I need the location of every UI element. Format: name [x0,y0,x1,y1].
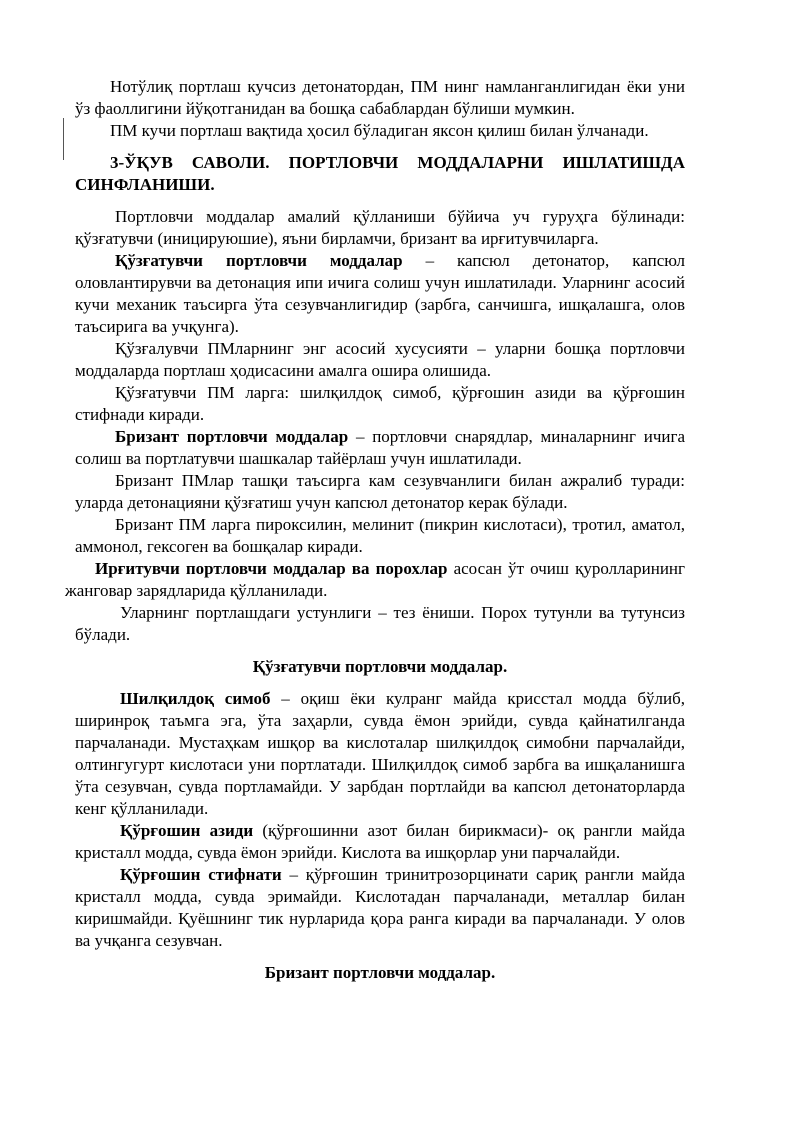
paragraph [75,688,685,820]
paragraph [75,426,685,470]
bold-term: Ирғитувчи портловчи моддалар ва порохлар [95,559,448,578]
bold-term: Шилқилдоқ симоб [120,689,271,708]
paragraph-text: – қўрғошин тринитрозорцинати сариқ рангли майда кристалл модда, сувда эримайди. Кислотадан парчаланади, металлар билан киришмайди. Қуёшнинг тик нурларида қора ранга киради ва парчаланади. У олов ва учқанга сезувчан. [75,865,685,950]
section-heading: 3-ЎҚУВ САВОЛИ. ПОРТЛОВЧИ МОДДАЛАРНИ ИШЛАТИШДА СИНФЛАНИШИ. [75,153,685,194]
paragraph: Қўзғалувчи ПМларнинг энг асосий хусусияти – уларни бошқа портловчи моддаларда портлаш ҳодисасини амалга ошира олишида. [75,339,685,380]
paragraph [75,250,685,338]
bold-term: Қўрғошин азиди [120,821,254,840]
subheading: Қўзғатувчи портловчи моддалар. [252,657,508,676]
paragraph [75,864,685,952]
paragraph [65,558,685,602]
paragraph: Қўзғатувчи ПМ ларга: шилқилдоқ симоб, қўрғошин азиди ва қўрғошин стифнади киради. [75,383,685,424]
paragraph: Нотўлиқ портлаш кучсиз детонатордан, ПМ нинг намланганлигидан ёки уни ўз фаоллигини йўқотганидан ва бошқа сабаблардан бўлиши мумкин. [75,77,685,118]
paragraph-text: – капсюл детонатор, капсюл оловлантирувчи ва детонация ипи ичига солиш учун ишлатилади. Уларнинг асосий кучи механик таъсирга ўта сезувчанлигидир (зарбга, санчишга, ишқалашга, олов таъсирига ва учқунга). [75,251,685,336]
paragraph-text: – портловчи снарядлар, миналарнинг ичига солиш ва портлатувчи шашкалар тайёрлаш учун ишлатилади. [75,427,686,468]
paragraph: Уларнинг портлашдаги устунлиги – тез ёниши. Порох тутунли ва тутунсиз бўлади. [75,603,685,644]
paragraph [75,820,685,864]
bold-term: Қўзғатувчи портловчи моддалар [115,251,403,270]
paragraph: Бризант ПМлар ташқи таъсирга кам сезувчанлиги билан ажралиб туради: уларда детонацияни қўзғатиш учун капсюл детонатор керак бўлади. [75,471,685,512]
paragraph: Портловчи моддалар амалий қўлланиши бўйича уч гуруҳга бўлинади: қўзғатувчи (иницируюшие), яъни бирламчи, бризант ва ирғитувчиларга. [75,207,685,248]
change-bar [63,118,64,160]
document-body [65,76,686,984]
paragraph-text: – оқиш ёки кулранг майда крисстал модда бўлиб, ширинроқ таъмга эга, ўта заҳарли, сувда ёмон эрийди, сувда қайнатилганда парчаланади. Мустаҳкам ишқор ва кислоталар шилқилдоқ симобни парчалайди, олтингугурт кислотаси уни портлатади. Шилқилдоқ симоб зарбга ва ишқаланишга ўта сезувчан, сувда портламайди. У зарбдан портлайди ва капсюл детонаторларда кенг қўлланилади. [75,689,685,818]
bold-term: Қўрғошин стифнати [120,865,282,884]
paragraph: Бризант ПМ ларга пироксилин, мелинит (пикрин кислотаси), тротил, аматол, аммонол, гексоген ва бошқалар киради. [75,515,685,556]
paragraph-text: (қўрғошинни азот билан бирикмаси)- оқ рангли майда кристалл модда, сувда ёмон эрийди. Кислота ва ишқорлар уни парчалайди. [75,821,685,862]
subheading: Бризант портловчи моддалар. [264,963,496,982]
paragraph-text: асосан ўт очиш қуролларининг жанговар зарядларида қўлланилади. [65,559,685,600]
paragraph: ПМ кучи портлаш вақтида ҳосил бўладиган яксон қилиш билан ўлчанади. [110,121,649,140]
bold-term: Бризант портловчи моддалар [115,427,349,446]
